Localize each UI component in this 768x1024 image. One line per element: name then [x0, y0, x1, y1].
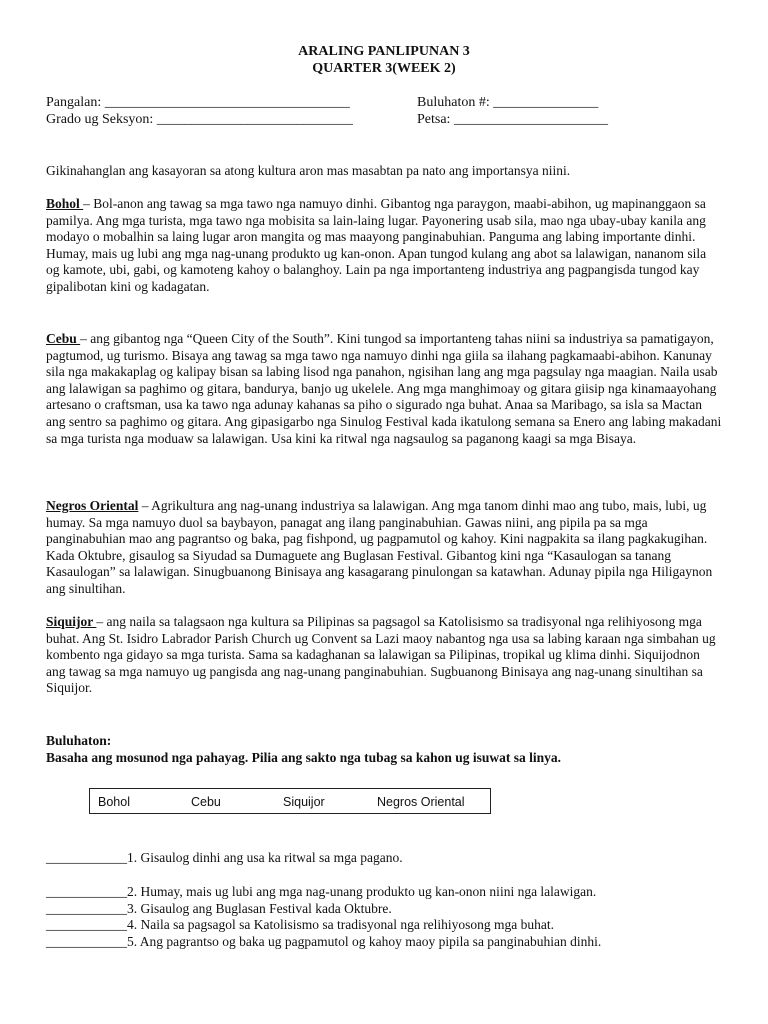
- section-text-siquijor: – ang naila sa talagsaon nga kultura sa Pilipinas sa pagsagol sa Katolisismo sa tradisyonal nga relihiyosong mga buhat. Ang St. Isidro Labrador Parish Church ug Convent sa Lazi maoy nabantog nga usa sa labing karaan nga simbahan ug kombento nga gidayo sa mga turista. Sama sa kadaghanan sa lalawigan sa Pilipinas, tropikal ug klima dinhi. Siquijodnon ang tawag sa mga namuyo ug pangisda ang nag-unang panginabuhian. Sugbuanong Binisaya ang nag-unang sinultihan sa Siquijor.: [46, 614, 716, 696]
- section-siquijor: [46, 614, 722, 697]
- choice-cebu: Cebu: [191, 795, 221, 809]
- question-3: ____________3. Gisaulog ang Buglasan Festival kada Oktubre.: [46, 901, 392, 916]
- section-term-bohol: Bohol: [46, 196, 84, 211]
- section-term-negros-oriental: Negros Oriental: [46, 498, 139, 513]
- answer-choices-box: [89, 788, 491, 814]
- section-term-cebu: Cebu: [46, 331, 81, 346]
- name-field: Pangalan: ___________________________________: [46, 95, 350, 110]
- task-instruction: Basaha ang mosunod nga pahayag. Pilia ang sakto nga tubag sa kahon ug isuwat sa linya.: [46, 750, 562, 765]
- page-subtitle: QUARTER 3(WEEK 2): [312, 61, 456, 76]
- grade-section-field: Grado ug Seksyon: ____________________________: [46, 112, 353, 127]
- section-negros-oriental: [46, 498, 722, 598]
- choice-bohol: Bohol: [98, 795, 130, 809]
- choice-siquijor: Siquijor: [283, 795, 325, 809]
- intro-paragraph: Gikinahanglan ang kasayoran sa atong kultura aron mas masabtan pa nato ang importansya niini.: [46, 163, 571, 178]
- section-text-cebu: – ang gibantog nga “Queen City of the South”. Kini tungod sa importanteng tahas niini sa industriya sa pamatigayon, pagtumod, ug turismo. Bisaya ang tawag sa mga tawo nga namuyo dinhi nga giila sa ilahang pagkamaabi-abihon. Kanunay sila nga makakaplag og kalipay bisan sa labing lisod nga panahon, ngisihan lang ang mga pagsulay nga maagian. Naila usab ang lalawigan sa paghimo og gitara, bandurya, banjo ug ukelele. Ang mga manghimoay og gitara giisip nga kinamaayohang artesano o craftsman, usa ka tawo nga adunay kahanas sa piho o sigurado nga buhat. Anaa sa Maribago, sa isla sa Mactan ang sentro sa paghimo og gitara. Ang gipasigarbo nga Sinulog Festival kada ikatulong semana sa Enero ang labing makadani sa mga turista nga moduaw sa lalawigan. Usa kini ka ritwal nga nagsaulog sa paganong kaagi sa mga Bisaya.: [46, 331, 722, 446]
- page-title: ARALING PANLIPUNAN 3: [298, 44, 470, 59]
- question-2: ____________2. Humay, mais ug lubi ang mga nag-unang produkto ug kan-onon niini nga lalawigan.: [46, 884, 597, 899]
- question-4: ____________4. Naila sa pagsagol sa Katolisismo sa tradisyonal nga relihiyosong mga buhat.: [46, 917, 555, 932]
- section-text-negros-oriental: – Agrikultura ang nag-unang industriya sa lalawigan. Ang mga tanom dinhi mao ang tubo, mais, lubi, ug humay. Sa mga namuyo duol sa baybayon, panagat ang ilang panginabuhian. Gawas niini, ang pipila pa sa mga panginabuhian mao ang pagrantso og baka, pag fishpond, ug pagpamutol og kahoy. Kini nagpakita sa ilang pagkakugihan. Kada Oktubre, gisaulog sa Siyudad sa Dumaguete ang Buglasan Festival. Gibantog kini nga “Kasaulogan sa tanang Kasaulogan” sa lalawigan. Sinugbuanong Binisaya ang kasagarang pinulongan sa katawhan. Adunay pipila nga Hiligaynon ang sinultihan.: [46, 498, 713, 596]
- date-field: Petsa: ______________________: [417, 112, 608, 127]
- task-heading: Buluhaton:: [46, 733, 112, 748]
- section-term-siquijor: Siquijor: [46, 614, 97, 629]
- question-1: ____________1. Gisaulog dinhi ang usa ka ritwal sa mga pagano.: [46, 850, 403, 865]
- section-text-bohol: – Bol-anon ang tawag sa mga tawo nga namuyo dinhi. Gibantog nga paraygon, maabi-abihon, ug mapinanggaon sa pamilya. Ang mga turista, mga tawo nga mobisita sa lain-laing lugar. Payonering usab sila, mao nga ubay-ubay kanila ang modayo o mobalhin sa laing lugar aron mangita og mas maayong panginabuhian. Panguma ang labing importante dinhi. Humay, mais ug lubi ang mga nag-unang produkto ug kan-onon. Apan tungod kulang ang abot sa lalawigan, nananom sila og kamote, ubi, gabi, og kamoteng kahoy o balanghoy. Lain pa nga importanteng industriya ang pagpangisda tungod kay gipalibotan kini og kadagatan.: [46, 196, 707, 294]
- question-5: ____________5. Ang pagrantso og baka ug pagpamutol og kahoy maoy pipila sa panginabuhian dinhi.: [46, 934, 602, 949]
- choice-negros-oriental: Negros Oriental: [377, 795, 465, 809]
- section-cebu: [46, 331, 722, 447]
- task-number-field: Buluhaton #: _______________: [417, 95, 599, 110]
- section-bohol: [46, 196, 722, 296]
